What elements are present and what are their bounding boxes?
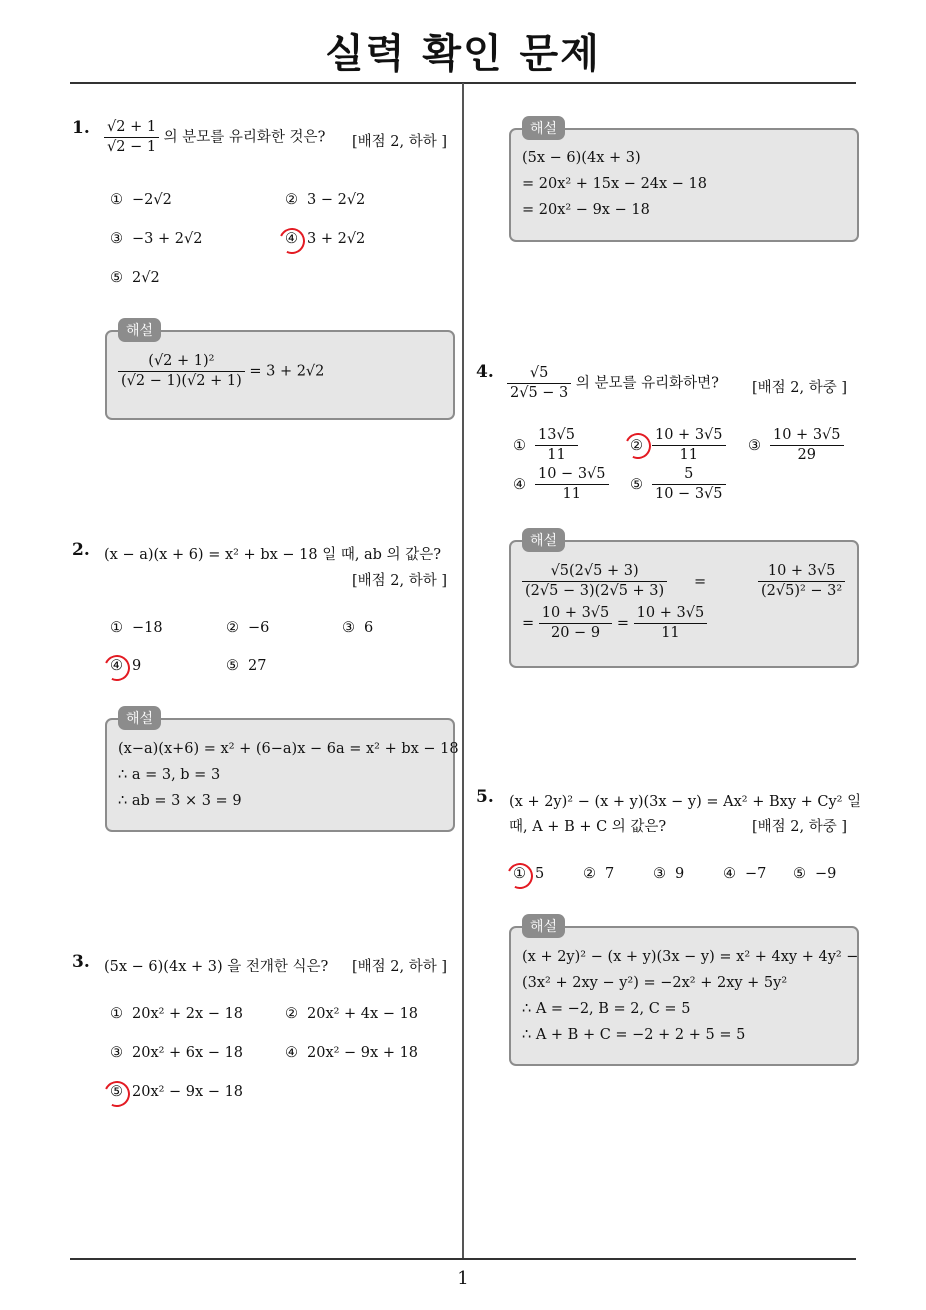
choice-number: ⑤ <box>110 270 123 286</box>
choice-number: ① <box>110 192 123 208</box>
solution-result: = 3 + 2√2 <box>249 363 325 380</box>
choice-number: ⑤ <box>630 476 643 493</box>
fraction-denominator: 10 − 3√5 <box>652 484 726 504</box>
choice-number: ④ <box>723 866 736 882</box>
answer-mark-icon <box>275 224 308 257</box>
choice-text: −2√2 <box>132 192 172 208</box>
question-5-choice-3[interactable] <box>653 866 684 882</box>
choice-number: ⑤ <box>226 658 239 674</box>
question-4-text <box>507 364 719 403</box>
question-3-choice-2[interactable] <box>285 1006 418 1022</box>
answer-mark-icon <box>503 859 536 892</box>
choice-number: ② <box>630 437 643 454</box>
fraction-denominator: 11 <box>535 445 578 465</box>
choice-number: ③ <box>653 866 666 882</box>
solution-equals: = <box>522 615 535 632</box>
choice-text: 2√2 <box>132 270 160 286</box>
question-3-choice-3[interactable] <box>110 1045 243 1061</box>
question-2-number: 2. <box>72 540 90 560</box>
answer-mark-icon <box>100 1077 133 1110</box>
question-1-text <box>104 118 325 157</box>
solution-line: ∴ A = −2, B = 2, C = 5 <box>522 1001 691 1017</box>
fraction-denominator: 11 <box>535 484 609 504</box>
fraction-denominator: 2√5 − 3 <box>507 383 571 403</box>
question-3-number: 3. <box>72 952 90 972</box>
choice-number: ⑤ <box>110 1084 123 1100</box>
fraction-denominator: (2√5 − 3)(2√5 + 3) <box>522 581 667 601</box>
choice-text: 20x² + 4x − 18 <box>307 1006 419 1022</box>
question-5-number: 5. <box>476 787 494 807</box>
choice-number: ① <box>110 1006 123 1022</box>
question-1-fraction <box>104 118 159 157</box>
question-3-choice-4[interactable] <box>285 1045 418 1061</box>
question-3-choice-1[interactable] <box>110 1006 243 1022</box>
choice-text: −7 <box>745 866 767 882</box>
choice-text: −9 <box>815 866 837 882</box>
question-2-choice-5[interactable] <box>226 658 266 674</box>
choice-number: ② <box>285 1006 298 1022</box>
choice-text: 7 <box>605 866 615 882</box>
fraction-numerator: 10 + 3√5 <box>767 563 836 579</box>
solution-line: (x−a)(x+6) = x² + (6−a)x − 6a = x² + bx − 18 <box>118 741 459 757</box>
choice-number: ① <box>513 866 526 882</box>
question-1-solution <box>118 352 324 391</box>
choice-text: −3 + 2√2 <box>132 231 203 247</box>
choice-text: 20x² − 9x − 18 <box>132 1084 244 1100</box>
solution-line: (5x − 6)(4x + 3) <box>522 150 641 166</box>
solution-line: ∴ ab = 3 × 3 = 9 <box>118 793 242 809</box>
question-4-prompt: 의 분모를 유리화하면? <box>575 375 719 392</box>
choice-text: −6 <box>248 620 270 636</box>
choice-number: ⑤ <box>793 866 806 882</box>
choice-number: ② <box>583 866 596 882</box>
fraction-denominator: 11 <box>652 445 726 465</box>
question-1-choice-2[interactable] <box>285 192 365 208</box>
solution-tag: 해설 <box>522 914 565 938</box>
solution-tag: 해설 <box>522 528 565 552</box>
choice-number: ④ <box>513 476 526 493</box>
question-2-text: (x − a)(x + 6) = x² + bx − 18 일 때, ab 의 값은? <box>104 547 441 563</box>
choice-number: ④ <box>285 1045 298 1061</box>
question-1-choice-1[interactable] <box>110 192 172 208</box>
question-4-meta: [배점 2, 하중 ] <box>752 380 848 396</box>
choice-text: 20x² − 9x + 18 <box>307 1045 419 1061</box>
question-4-choice-5[interactable] <box>630 465 726 504</box>
choice-text: 9 <box>675 866 685 882</box>
fraction-numerator: 10 + 3√5 <box>541 605 610 621</box>
choice-number: ② <box>285 192 298 208</box>
fraction-numerator: 10 + 3√5 <box>655 427 723 443</box>
solution-line <box>522 604 707 643</box>
solution-line <box>758 562 845 601</box>
solution-line: ∴ a = 3, b = 3 <box>118 767 221 783</box>
fraction-denominator: √2 − 1 <box>104 137 159 157</box>
question-1-number: 1. <box>72 118 90 138</box>
fraction-numerator: √5 <box>529 365 549 381</box>
choice-number: ① <box>110 620 123 636</box>
fraction-denominator: (2√5)² − 3² <box>758 581 845 601</box>
choice-number: ④ <box>110 658 123 674</box>
question-1-choice-3[interactable] <box>110 231 202 247</box>
fraction-numerator: 10 + 3√5 <box>773 427 841 443</box>
question-2-choice-1[interactable] <box>110 620 163 636</box>
choice-text: 20x² + 6x − 18 <box>132 1045 244 1061</box>
fraction-numerator: 10 + 3√5 <box>636 605 705 621</box>
question-4-choice-4[interactable] <box>513 465 609 504</box>
question-5-solution-box <box>509 926 859 1066</box>
fraction-numerator: √5(2√5 + 3) <box>550 563 639 579</box>
fraction-denominator: 11 <box>634 623 708 643</box>
solution-line <box>522 562 667 601</box>
page-title: 실력 확인 문제 <box>325 31 601 77</box>
fraction-numerator: 13√5 <box>538 427 575 443</box>
choice-text: 9 <box>132 658 142 674</box>
fraction-numerator: 10 − 3√5 <box>538 466 606 482</box>
choice-text: 3 − 2√2 <box>307 192 366 208</box>
choice-number: ③ <box>748 437 761 454</box>
question-5-choice-2[interactable] <box>583 866 614 882</box>
page-number: 1 <box>457 1268 469 1289</box>
fraction-numerator: (√2 + 1)² <box>148 353 215 369</box>
question-2-meta: [배점 2, 하하 ] <box>352 573 448 589</box>
choice-text: 3 + 2√2 <box>307 231 366 247</box>
fraction-denominator: 29 <box>770 445 844 465</box>
question-1-choice-5[interactable] <box>110 270 160 286</box>
choice-text: 20x² + 2x − 18 <box>132 1006 244 1022</box>
solution-equals: = <box>694 574 707 590</box>
choice-number: ③ <box>110 1045 123 1061</box>
column-divider <box>462 83 464 1259</box>
question-3-text: (5x − 6)(4x + 3) 을 전개한 식은? <box>104 959 329 975</box>
solution-line: ∴ A + B + C = −2 + 2 + 5 = 5 <box>522 1027 746 1043</box>
question-2-choice-3[interactable] <box>342 620 373 636</box>
solution-line: (3x² + 2xy − y²) = −2x² + 2xy + 5y² <box>522 975 788 991</box>
choice-text: 6 <box>364 620 374 636</box>
fraction-denominator: (√2 − 1)(√2 + 1) <box>118 371 245 391</box>
bottom-rule <box>70 1258 856 1260</box>
choice-text: −18 <box>132 620 163 636</box>
solution-tag: 해설 <box>118 318 161 342</box>
fraction-numerator: √2 + 1 <box>107 119 157 135</box>
question-5-text-line1: (x + 2y)² − (x + y)(3x − y) = Ax² + Bxy + Cy² 일 <box>509 794 862 810</box>
question-2-choice-2[interactable] <box>226 620 269 636</box>
question-5-choice-5[interactable] <box>793 866 836 882</box>
choice-text: 5 <box>535 866 545 882</box>
solution-line: = 20x² − 9x − 18 <box>522 202 650 218</box>
solution-tag: 해설 <box>522 116 565 140</box>
question-4-choice-3[interactable] <box>748 426 844 465</box>
choice-number: ④ <box>285 231 298 247</box>
question-5-meta: [배점 2, 하중 ] <box>752 819 848 835</box>
question-5-text-line2: 때, A + B + C 의 값은? <box>509 819 667 835</box>
question-4-number: 4. <box>476 362 494 382</box>
choice-text: 27 <box>248 658 267 674</box>
question-1-meta: [배점 2, 하하 ] <box>352 134 448 150</box>
choice-number: ③ <box>110 231 123 247</box>
solution-line: (x + 2y)² − (x + y)(3x − y) = x² + 4xy + 4y² − <box>522 949 859 965</box>
answer-mark-icon <box>100 651 133 684</box>
question-1-prompt: 의 분모를 유리화한 것은? <box>163 129 326 146</box>
solution-line: = 20x² + 15x − 24x − 18 <box>522 176 708 192</box>
choice-number: ③ <box>342 620 355 636</box>
fraction-numerator: 5 <box>684 466 694 482</box>
fraction-denominator: 20 − 9 <box>539 623 613 643</box>
question-4-choice-1[interactable] <box>513 426 578 465</box>
question-5-choice-4[interactable] <box>723 866 766 882</box>
solution-equals: = <box>616 615 630 632</box>
choice-number: ① <box>513 437 526 454</box>
question-3-meta: [배점 2, 하하 ] <box>352 959 448 975</box>
choice-number: ② <box>226 620 239 636</box>
solution-tag: 해설 <box>118 706 161 730</box>
